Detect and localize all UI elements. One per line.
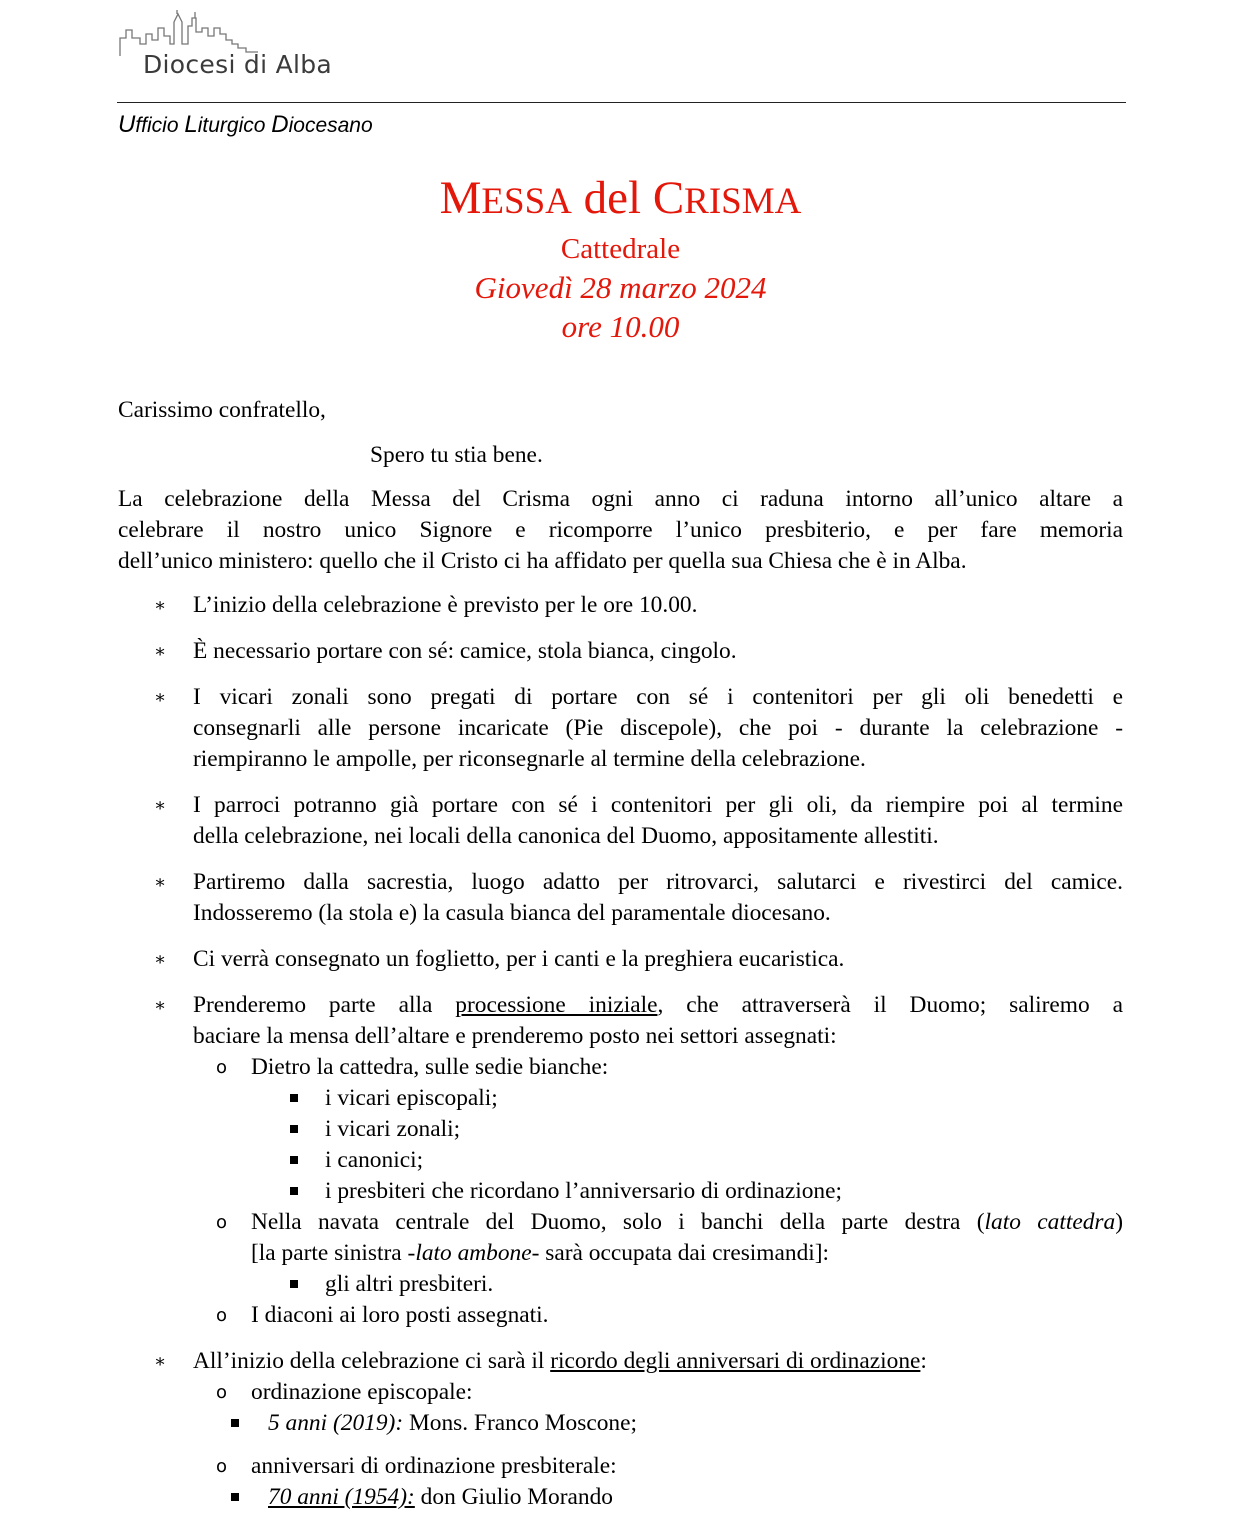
sublist-item: o I diaconi ai loro posti assegnati. xyxy=(193,1300,1123,1331)
bullet-star-icon: ∗ xyxy=(154,872,167,892)
list-item: ∗ I parroci potranno già portare con sé i contenitori per gli oli, da riempire poi al termine della celebrazione, nei locali della canonica del Duomo, appositamente allestiti. xyxy=(154,792,1123,849)
event-place: Cattedrale xyxy=(560,233,681,265)
list-item: ∗ Prenderemo parte alla processione iniziale, che attraverserà il Duomo; saliremo a baciare la mensa dell’altare e prenderemo posto nei settori assegnati: o Dietro la cattedra, sulle sedie bianche: i vicari episcopali; i vicari zonali; i canonici; i presbiteri che ricordano l’anniversario di ordinazione; o Nella navata centrale del Duomo, solo i banchi della parte destra (lato cattedra) [la parte sinistra -lato ambone- sarà occupata dai cresimandi]: gli altri presbiteri. o I diaconi ai loro posti assegnati. xyxy=(118,990,1123,1331)
square-bullet-icon xyxy=(290,1280,298,1288)
circle-bullet-icon: o xyxy=(216,1212,228,1233)
subsublist-item: 70 anni (1954): don Giulio Morando xyxy=(193,1482,1123,1513)
intro-line: celebrare il nostro unico Signore e ricomporre l’unico presbiterio, e per fare memoria xyxy=(118,517,1123,543)
square-bullet-icon xyxy=(290,1125,298,1133)
sublist-item: o Dietro la cattedra, sulle sedie bianche: xyxy=(193,1052,1123,1083)
bullet-star-icon: ∗ xyxy=(154,949,167,969)
square-bullet-icon xyxy=(290,1094,298,1102)
subsublist-item: i presbiteri che ricordano l’anniversario di ordinazione; xyxy=(193,1176,1123,1207)
square-bullet-icon xyxy=(290,1187,298,1195)
bullet-star-icon: ∗ xyxy=(154,641,167,661)
bullet-star-icon: ∗ xyxy=(154,595,167,615)
square-bullet-icon xyxy=(231,1493,239,1501)
instructions-list xyxy=(118,590,1123,1528)
event-title-block xyxy=(0,170,1241,346)
intro-paragraph xyxy=(118,484,1123,577)
header-divider xyxy=(117,102,1126,103)
subsublist-item: 5 anni (2019): Mons. Franco Moscone; xyxy=(193,1408,1123,1439)
sublist-item: o anniversari di ordinazione presbiterale: xyxy=(193,1451,1123,1482)
bullet-star-icon: ∗ xyxy=(154,995,167,1015)
circle-bullet-icon: o xyxy=(216,1057,228,1078)
bullet-star-icon: ∗ xyxy=(154,1351,167,1371)
list-item: ∗ Ci verrà consegnato un foglietto, per i canti e la preghiera eucaristica. xyxy=(118,944,1123,975)
square-bullet-icon xyxy=(231,1419,239,1427)
wish-line: Spero tu stia bene. xyxy=(370,442,543,468)
logo-text: Diocesi di Alba xyxy=(143,50,333,79)
anniversaries-underlined: ricordo degli anniversari di ordinazione xyxy=(550,1348,921,1374)
list-item: ∗ L’inizio della celebrazione è previsto per le ore 10.00. xyxy=(118,590,1123,621)
circle-bullet-icon: o xyxy=(216,1305,228,1326)
list-item: ∗ È necessario portare con sé: camice, stola bianca, cingolo. xyxy=(118,636,1123,667)
sublist-item: o ordinazione episcopale: xyxy=(193,1377,1123,1408)
list-item: ∗ Partiremo dalla sacrestia, luogo adatto per ritrovarci, salutarci e rivestirci del camice. Indosseremo (la stola e) la casula bianca del paramentale diocesano. xyxy=(154,869,1123,926)
procession-underlined: processione iniziale xyxy=(455,992,658,1018)
bullet-star-icon: ∗ xyxy=(154,687,167,707)
list-item: ∗ I vicari zonali sono pregati di portare con sé i contenitori per gli oli benedetti e consegnarli alle persone incaricate (Pie discepole), che poi - durante la celebrazione - riempiranno le ampolle, per riconsegnarle al termine della celebrazione. xyxy=(154,684,1123,772)
subsublist-item: i vicari zonali; xyxy=(193,1114,1123,1145)
event-date: Giovedì 28 marzo 2024 xyxy=(474,270,767,305)
event-title: MESSA del CRISMA xyxy=(439,172,802,224)
list-item: ∗ All’inizio della celebrazione ci sarà il ricordo degli anniversari di ordinazione: o ordinazione episcopale: 5 anni (2019): Mons. Franco Moscone; o anniversari di ordinazione presbiterale: 70 anni (1954): don Giulio Morando xyxy=(118,1346,1123,1513)
intro-line: La celebrazione della Messa del Crisma ogni anno ci raduna intorno all’unico altare a xyxy=(118,486,1123,512)
subsublist-item: i canonici; xyxy=(193,1145,1123,1176)
office-name: Ufficio Liturgico Diocesano xyxy=(118,111,373,138)
subsublist-item: i vicari episcopali; xyxy=(193,1083,1123,1114)
sublist-item: o Nella navata centrale del Duomo, solo i banchi della parte destra (lato cattedra) [la parte sinistra -lato ambone- sarà occupata dai cresimandi]: xyxy=(216,1209,1123,1266)
intro-line: dell’unico ministero: quello che il Cristo ci ha affidato per quella sua Chiesa che è in Alba. xyxy=(118,548,967,574)
circle-bullet-icon: o xyxy=(216,1456,228,1477)
event-time: ore 10.00 xyxy=(561,309,680,344)
subsublist-item: gli altri presbiteri. xyxy=(193,1269,1123,1300)
circle-bullet-icon: o xyxy=(216,1382,228,1403)
bullet-star-icon: ∗ xyxy=(154,795,167,815)
greeting: Carissimo confratello, xyxy=(118,397,326,423)
square-bullet-icon xyxy=(290,1156,298,1164)
